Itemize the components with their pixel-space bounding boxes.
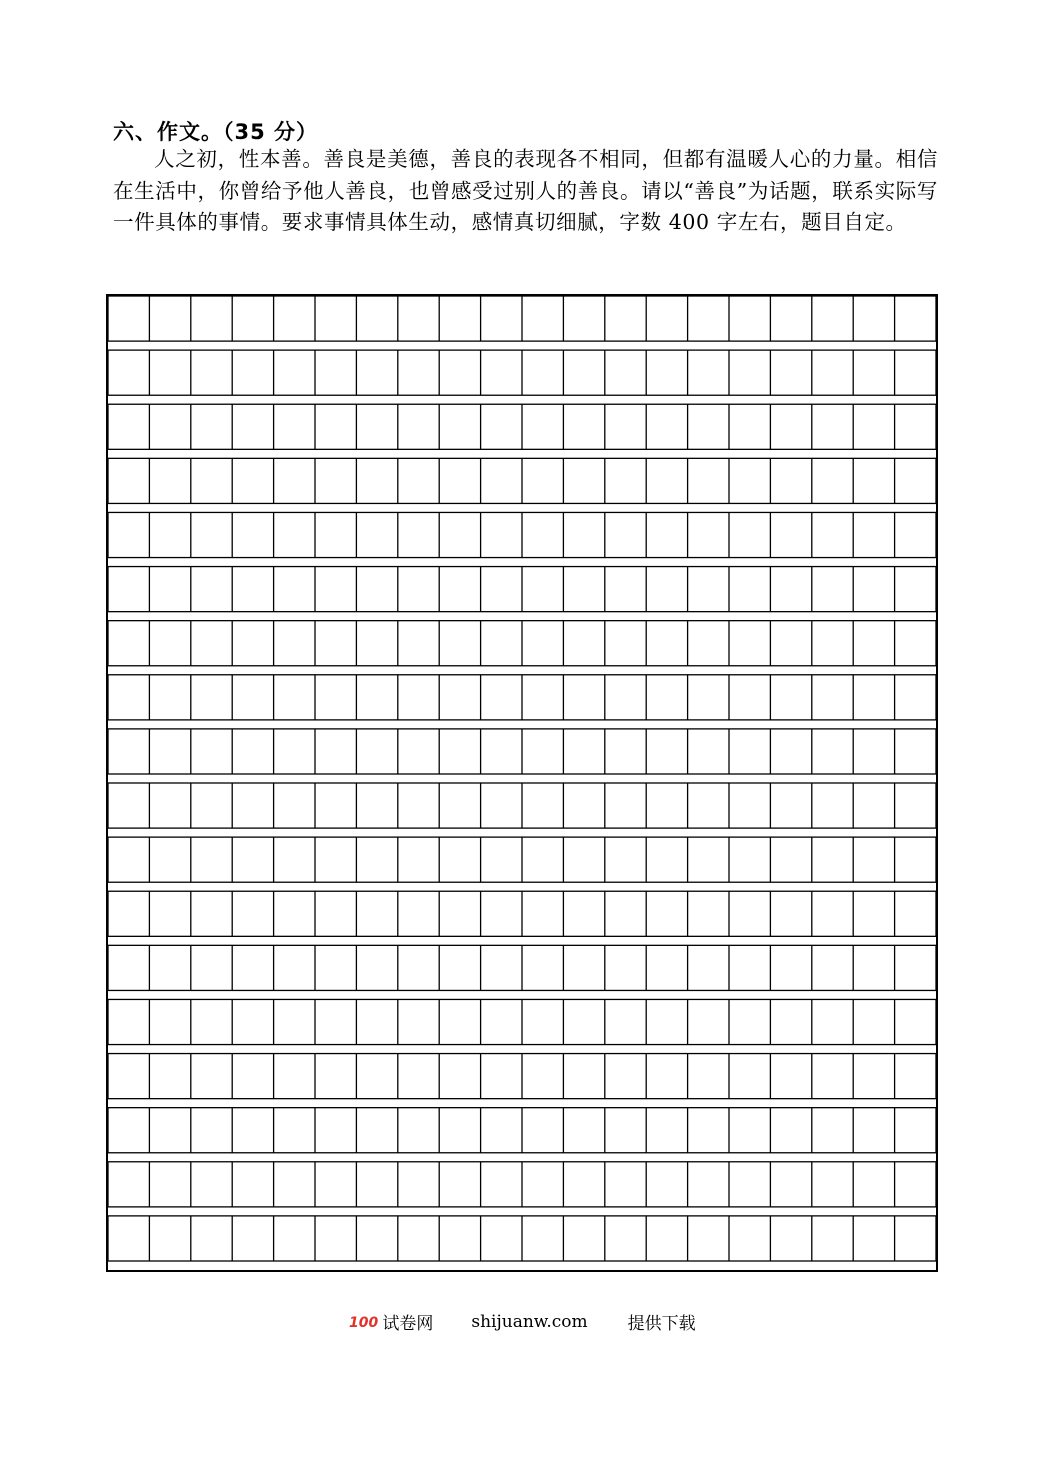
- grid-row: [108, 1162, 936, 1207]
- grid-row: [108, 404, 936, 449]
- grid-row: [108, 783, 936, 828]
- grid-row: [108, 729, 936, 774]
- grid-row: [108, 945, 936, 990]
- grid-row: [108, 675, 936, 720]
- download-note: 提供下载: [627, 1314, 696, 1334]
- grid-row: [108, 837, 936, 882]
- footer: [0, 1309, 1044, 1334]
- grid-row: [108, 999, 936, 1044]
- site-url[interactable]: shijuanw.com: [471, 1311, 588, 1332]
- grid-row: [108, 567, 936, 612]
- grid-row: [108, 1054, 936, 1099]
- essay-prompt: 人之初，性本善。善良是美德，善良的表现各不相同，但都有温暖人心的力量。相信在生活中，你曾给予他人善良，也曾感受过别人的善良。请以“善良”为话题，联系实际写一件具体的事情。要求事情具体生动，感情真切细腻，字数 400 字左右，题目自定。: [113, 147, 938, 234]
- section-heading: 六、作文。（35 分）: [113, 120, 319, 144]
- grid-row: [108, 891, 936, 936]
- logo-100-icon: [348, 1313, 380, 1331]
- grid-row: [108, 1108, 936, 1153]
- grid-row: [108, 458, 936, 503]
- grid-row: [108, 296, 936, 341]
- grid-row: [108, 621, 936, 666]
- site-name: 试卷网: [382, 1314, 434, 1334]
- grid-row: [108, 1216, 936, 1261]
- grid-row: [108, 512, 936, 557]
- writing-grid: [106, 294, 938, 1272]
- logo-text: 100: [349, 1314, 379, 1331]
- grid-row: [108, 350, 936, 395]
